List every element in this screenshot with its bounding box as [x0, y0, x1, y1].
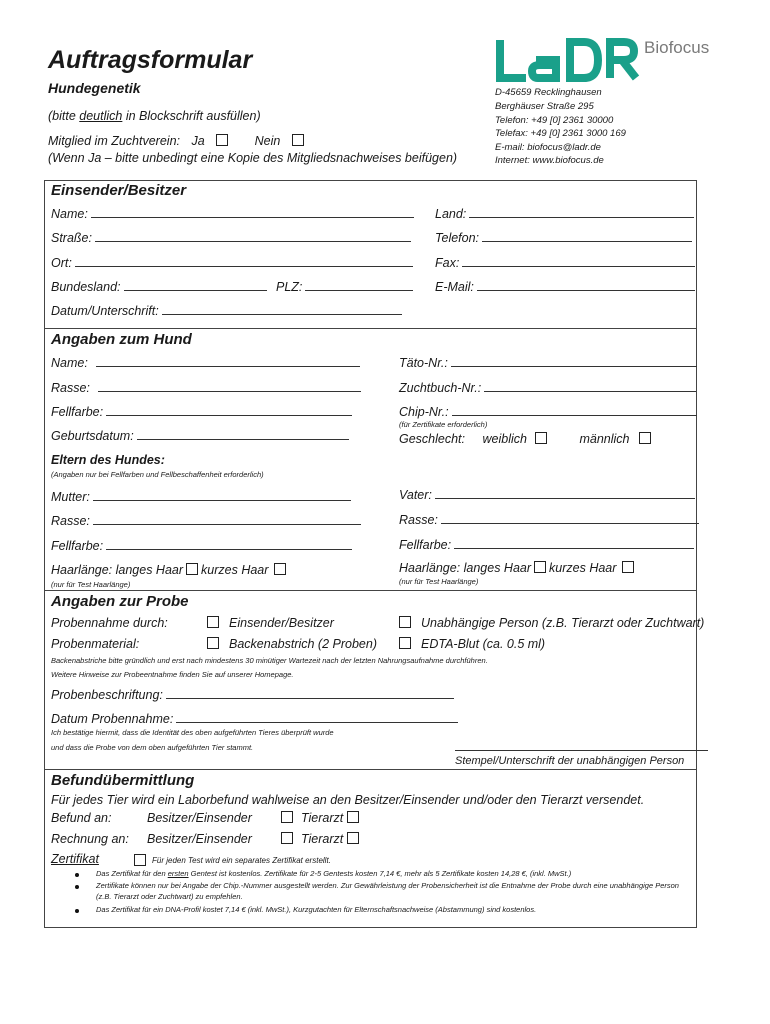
father-breed-field[interactable]: Rasse:	[399, 512, 699, 527]
mother-long-hair-checkbox[interactable]	[186, 563, 198, 575]
bullet-dot	[75, 873, 79, 877]
sample-taken-by-label: Probennahme durch:	[51, 616, 168, 630]
member-yes-checkbox[interactable]	[216, 134, 228, 146]
bullet-dot	[75, 885, 79, 889]
section-sample-heading: Angaben zur Probe	[51, 593, 189, 610]
section-result-heading: Befundübermittlung	[51, 772, 195, 789]
homepage-note: Weitere Hinweise zur Probeentnahme finden Sie auf unserer Homepage.	[51, 670, 294, 679]
member-no-checkbox[interactable]	[292, 134, 304, 146]
stamp-signature-label: Stempel/Unterschrift der unabhängigen Person	[455, 755, 685, 767]
result-intro: Für jedes Tier wird ein Laborbefund wahlweise an den Besitzer/Einsender und/oder den Tierarzt versendet.	[51, 793, 645, 807]
material-swab-checkbox[interactable]	[207, 637, 219, 649]
sample-material-label: Probenmaterial:	[51, 637, 140, 651]
certificate-label: Zertifikat	[51, 852, 99, 866]
certificate-checkbox[interactable]	[134, 854, 146, 866]
mother-short-hair-checkbox[interactable]	[274, 563, 286, 575]
dog-studbook-field[interactable]: Zuchtbuch-Nr.:	[399, 380, 696, 395]
mother-hair-row: Haarlänge: langes Haar kurzes Haar	[51, 563, 289, 577]
chip-requirement-bullet: Zertifikate können nur bei Angabe der Chip.-Nummer ausgestellt werden. Zur Gewährleistung der Probensicherheit ist die Entnahme der Probe durch eine unabhängige Person (z.B. Tierarzt oder Zuchtwart) zu empfehlen.	[96, 881, 679, 901]
ladr-logo-mark	[492, 36, 640, 86]
parents-note: (Angaben nur bei Fellfarben und Fellbeschaffenheit erforderlich)	[51, 470, 264, 479]
dog-color-field[interactable]: Fellfarbe:	[51, 404, 352, 419]
father-short-hair-checkbox[interactable]	[622, 561, 634, 573]
female-checkbox[interactable]	[535, 432, 547, 444]
father-hair-note: (nur für Test Haarlänge)	[399, 577, 479, 586]
dog-breed-field[interactable]: Rasse:	[51, 380, 361, 395]
member-note: (Wenn Ja – bitte unbedingt eine Kopie des Mitgliedsnachweises beifügen)	[48, 151, 458, 165]
sample-label-field[interactable]: Probenbeschriftung:	[51, 687, 454, 702]
report-to-owner-checkbox[interactable]	[281, 811, 293, 823]
page-subtitle: Hundegenetik	[48, 80, 141, 96]
page-title: Auftragsformular	[48, 46, 253, 74]
report-to-vet-option[interactable]: Tierarzt	[278, 811, 362, 825]
invoice-to-owner-label: Besitzer/Einsender	[147, 832, 252, 846]
male-checkbox[interactable]	[639, 432, 651, 444]
invoice-to-label: Rechnung an:	[51, 832, 129, 846]
father-hair-row: Haarlänge: langes Haar kurzes Haar	[399, 561, 637, 575]
sender-state-field[interactable]: Bundesland:	[51, 279, 267, 294]
taken-by-independent-checkbox[interactable]	[399, 616, 411, 628]
sender-country-field[interactable]: Land:	[435, 206, 694, 221]
address-city: D-45659 Recklinghausen	[495, 87, 602, 98]
certificate-note: Für jeden Test wird ein separates Zertifikat erstellt.	[152, 856, 331, 865]
invoice-to-vet-option[interactable]: Tierarzt	[278, 832, 362, 846]
sender-date-signature-field[interactable]: Datum/Unterschrift:	[51, 303, 402, 318]
swab-instruction: Backenabstriche bitte gründlich und erst nach mindestens 30 minütiger Wartezeit nach der letzten Nahrungsaufnahme durchführen.	[51, 656, 488, 665]
contact-phone: Telefon: +49 [0] 2361 30000	[495, 115, 614, 126]
report-to-owner-label: Besitzer/Einsender	[147, 811, 252, 825]
sender-street-field[interactable]: Straße:	[51, 230, 411, 245]
section-dog-heading: Angaben zum Hund	[51, 331, 192, 348]
divider	[44, 769, 697, 770]
chip-note: (für Zertifikate erforderlich)	[399, 420, 488, 429]
sender-name-field[interactable]: Name:	[51, 206, 414, 221]
taken-by-owner-option[interactable]: Einsender/Besitzer	[204, 616, 334, 630]
dna-profile-price-bullet: Das Zertifikat für ein DNA-Profil kostet 7,14 € (inkl. MwSt.), Kurzgutachten für Elternschaftsnachweise (Abstammung) sind kostenlos.	[96, 905, 537, 914]
sender-phone-field[interactable]: Telefon:	[435, 230, 692, 245]
signature-line[interactable]	[455, 750, 708, 751]
ladr-logo	[492, 36, 722, 86]
fill-hint: (bitte deutlich in Blockschrift ausfüllen)	[48, 109, 261, 123]
contact-fax: Telefax: +49 [0] 2361 3000 169	[495, 128, 626, 139]
father-long-hair-checkbox[interactable]	[534, 561, 546, 573]
invoice-to-owner-checkbox[interactable]	[281, 832, 293, 844]
sender-city-field[interactable]: Ort:	[51, 255, 413, 270]
bullet-dot	[75, 909, 79, 913]
father-field[interactable]: Vater:	[399, 487, 695, 502]
divider	[44, 590, 697, 591]
divider	[44, 328, 697, 329]
dog-chip-field[interactable]: Chip-Nr.:	[399, 404, 697, 419]
contact-website: Internet: www.biofocus.de	[495, 155, 604, 166]
section-sender-heading: Einsender/Besitzer	[51, 182, 187, 199]
logo-suffix: Biofocus	[644, 38, 710, 57]
origin-confirmation: und dass die Probe von dem oben aufgeführten Tier stammt.	[51, 743, 254, 752]
sample-date-field[interactable]: Datum Probennahme:	[51, 711, 458, 726]
taken-by-independent-option[interactable]: Unabhängige Person (z.B. Tierarzt oder Zuchtwart)	[396, 616, 704, 630]
certificate-price-bullet: Das Zertifikat für den ersten Gentest ist kostenlos. Zertifikate für 2-5 Gentests kosten 7,14 €, mehr als 5 Zertifikate kosten 14,28 €, (inkl. MwSt.)	[96, 869, 572, 878]
sender-email-field[interactable]: E-Mail:	[435, 279, 695, 294]
invoice-to-vet-checkbox[interactable]	[347, 832, 359, 844]
mother-breed-field[interactable]: Rasse:	[51, 513, 361, 528]
dog-birthdate-field[interactable]: Geburtsdatum:	[51, 428, 349, 443]
taken-by-owner-checkbox[interactable]	[207, 616, 219, 628]
material-edta-checkbox[interactable]	[399, 637, 411, 649]
mother-hair-note: (nur für Test Haarlänge)	[51, 580, 131, 589]
member-row: Mitglied im Zuchtverein: Ja Nein	[48, 134, 307, 148]
dog-sex-row: Geschlecht: weiblich männlich	[399, 432, 654, 446]
material-edta-option[interactable]: EDTA-Blut (ca. 0.5 ml)	[396, 637, 545, 651]
dog-tattoo-field[interactable]: Täto-Nr.:	[399, 355, 697, 370]
report-to-label: Befund an:	[51, 811, 112, 825]
report-to-vet-checkbox[interactable]	[347, 811, 359, 823]
sender-fax-field[interactable]: Fax:	[435, 255, 695, 270]
identity-confirmation: Ich bestätige hiermit, dass die Identität des oben aufgeführten Tieres überprüft wurde	[51, 728, 334, 737]
mother-color-field[interactable]: Fellfarbe:	[51, 538, 352, 553]
dog-name-field[interactable]: Name:	[51, 355, 360, 370]
mother-field[interactable]: Mutter:	[51, 489, 351, 504]
parents-heading: Eltern des Hundes:	[51, 453, 165, 467]
contact-email: E-mail: biofocus@ladr.de	[495, 142, 601, 153]
father-color-field[interactable]: Fellfarbe:	[399, 537, 694, 552]
address-street: Berghäuser Straße 295	[495, 101, 594, 112]
material-swab-option[interactable]: Backenabstrich (2 Proben)	[204, 637, 377, 651]
sender-zip-field[interactable]: PLZ:	[276, 279, 413, 294]
